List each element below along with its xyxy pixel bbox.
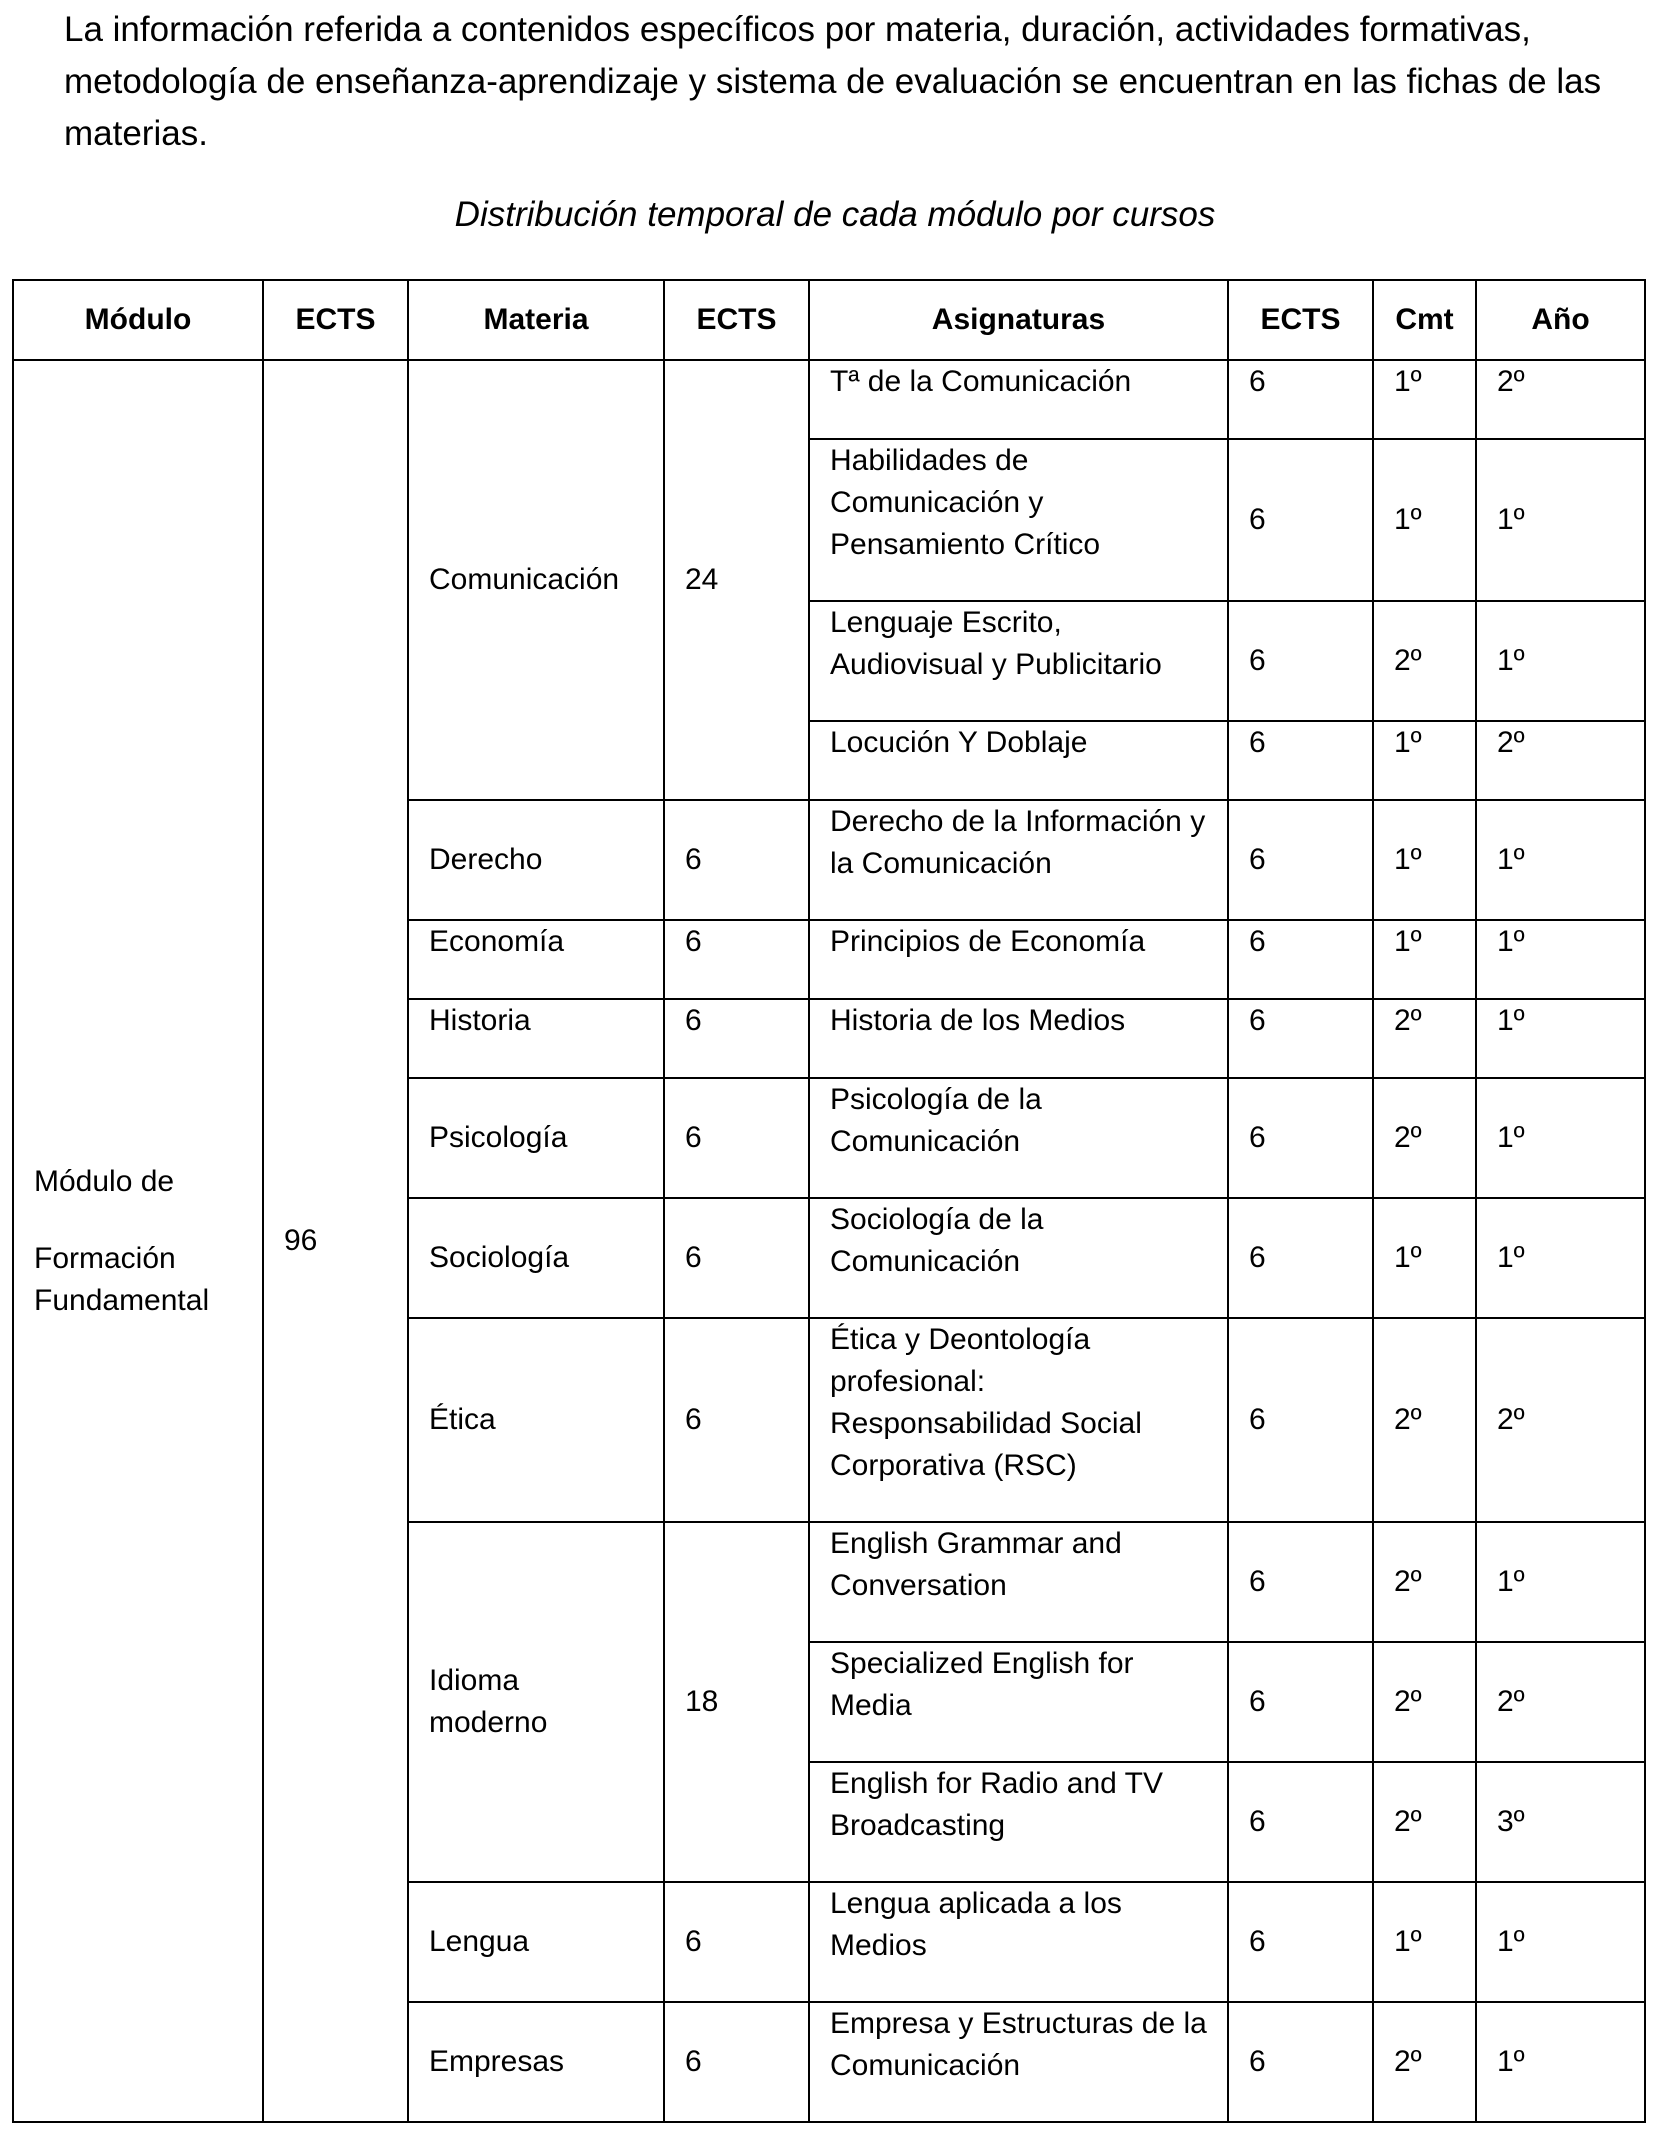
asignatura-cmt: 1º — [1373, 800, 1476, 920]
asignatura-anio: 2º — [1476, 1318, 1645, 1522]
header-cmt: Cmt — [1373, 280, 1476, 360]
asignatura-name: Sociología de la Comunicación — [809, 1198, 1228, 1318]
materia-name: Derecho — [408, 800, 664, 920]
asignatura-name: Lengua aplicada a los Medios — [809, 1882, 1228, 2002]
distribution-table — [12, 279, 1646, 2123]
asignatura-cmt: 2º — [1373, 601, 1476, 721]
asignatura-anio: 2º — [1476, 721, 1645, 800]
asignatura-anio: 1º — [1476, 1522, 1645, 1642]
asignatura-ects: 6 — [1228, 1882, 1373, 2002]
asignatura-name: Empresa y Estructuras de la Comunicación — [809, 2002, 1228, 2122]
asignatura-ects: 6 — [1228, 1198, 1373, 1318]
materia-name: Sociología — [408, 1198, 664, 1318]
materia-ects: 6 — [664, 1078, 809, 1198]
asignatura-anio: 2º — [1476, 1642, 1645, 1762]
asignatura-anio: 1º — [1476, 601, 1645, 721]
header-modulo-ects: ECTS — [263, 280, 408, 360]
table-caption: Distribución temporal de cada módulo por cursos — [454, 195, 1216, 234]
asignatura-cmt: 2º — [1373, 1078, 1476, 1198]
materia-ects: 6 — [664, 2002, 809, 2122]
materia-name: Economía — [408, 920, 664, 999]
asignatura-name: Principios de Economía — [809, 920, 1228, 999]
asignatura-ects: 6 — [1228, 920, 1373, 999]
asignatura-cmt: 2º — [1373, 999, 1476, 1078]
asignatura-ects: 6 — [1228, 1318, 1373, 1522]
asignatura-cmt: 1º — [1373, 721, 1476, 800]
header-materia: Materia — [408, 280, 664, 360]
materia-name: Comunicación — [408, 360, 664, 800]
asignatura-ects: 6 — [1228, 1522, 1373, 1642]
asignatura-anio: 1º — [1476, 920, 1645, 999]
materia-name: Idioma moderno — [408, 1522, 664, 1882]
modulo-cell — [13, 360, 263, 2122]
materia-name: Ética — [408, 1318, 664, 1522]
asignatura-ects: 6 — [1228, 1078, 1373, 1198]
header-materia-ects: ECTS — [664, 280, 809, 360]
asignatura-name: Historia de los Medios — [809, 999, 1228, 1078]
asignatura-name: Psicología de la Comunicación — [809, 1078, 1228, 1198]
materia-ects: 6 — [664, 800, 809, 920]
asignatura-ects: 6 — [1228, 360, 1373, 439]
asignatura-cmt: 1º — [1373, 360, 1476, 439]
asignatura-name: Derecho de la Información y la Comunicación — [809, 800, 1228, 920]
asignatura-name: Ética y Deontología profesional: Responsabilidad Social Corporativa (RSC) — [809, 1318, 1228, 1522]
asignatura-ects: 6 — [1228, 2002, 1373, 2122]
asignatura-cmt: 1º — [1373, 920, 1476, 999]
materia-name: Empresas — [408, 2002, 664, 2122]
asignatura-ects: 6 — [1228, 1642, 1373, 1762]
materia-ects: 6 — [664, 1318, 809, 1522]
table-row — [13, 360, 1645, 439]
asignatura-ects: 6 — [1228, 800, 1373, 920]
asignatura-anio: 1º — [1476, 1198, 1645, 1318]
asignatura-name: Specialized English for Media — [809, 1642, 1228, 1762]
asignatura-cmt: 2º — [1373, 1642, 1476, 1762]
asignatura-cmt: 2º — [1373, 1522, 1476, 1642]
asignatura-name: Tª de la Comunicación — [809, 360, 1228, 439]
asignatura-cmt: 1º — [1373, 1198, 1476, 1318]
materia-ects: 6 — [664, 1198, 809, 1318]
asignatura-ects: 6 — [1228, 1762, 1373, 1882]
asignatura-anio: 1º — [1476, 439, 1645, 601]
header-asignatura-ects: ECTS — [1228, 280, 1373, 360]
materia-name: Lengua — [408, 1882, 664, 2002]
asignatura-ects: 6 — [1228, 999, 1373, 1078]
materia-name: Historia — [408, 999, 664, 1078]
asignatura-name: English Grammar and Conversation — [809, 1522, 1228, 1642]
asignatura-name: English for Radio and TV Broadcasting — [809, 1762, 1228, 1882]
asignatura-cmt: 2º — [1373, 1762, 1476, 1882]
asignatura-anio: 1º — [1476, 800, 1645, 920]
materia-name: Psicología — [408, 1078, 664, 1198]
materia-ects: 6 — [664, 920, 809, 999]
materia-ects: 6 — [664, 999, 809, 1078]
materia-ects: 6 — [664, 1882, 809, 2002]
asignatura-ects: 6 — [1228, 439, 1373, 601]
asignatura-ects: 6 — [1228, 601, 1373, 721]
asignatura-anio: 3º — [1476, 1762, 1645, 1882]
asignatura-ects: 6 — [1228, 721, 1373, 800]
asignatura-anio: 1º — [1476, 2002, 1645, 2122]
asignatura-name: Habilidades de Comunicación y Pensamiento Crítico — [809, 439, 1228, 601]
asignatura-name: Lenguaje Escrito, Audiovisual y Publicitario — [809, 601, 1228, 721]
modulo-name-line1: Módulo de — [34, 1164, 175, 1198]
materia-ects: 24 — [664, 360, 809, 800]
header-modulo: Módulo — [13, 280, 263, 360]
asignatura-anio: 1º — [1476, 1882, 1645, 2002]
asignatura-cmt: 1º — [1373, 1882, 1476, 2002]
asignatura-cmt: 1º — [1373, 439, 1476, 601]
table-header-row — [13, 280, 1645, 360]
modulo-name-line2: Formación Fundamental — [34, 1241, 210, 1317]
asignatura-anio: 2º — [1476, 360, 1645, 439]
header-asignaturas: Asignaturas — [809, 280, 1228, 360]
asignatura-cmt: 2º — [1373, 2002, 1476, 2122]
header-anio: Año — [1476, 280, 1645, 360]
asignatura-anio: 1º — [1476, 999, 1645, 1078]
intro-paragraph: La información referida a contenidos específicos por materia, duración, actividades formativas, metodología de enseñanza-aprendizaje y sistema de evaluación se encuentran en las fichas de las materias. — [64, 10, 1602, 153]
asignatura-name: Locución Y Doblaje — [809, 721, 1228, 800]
modulo-ects: 96 — [263, 360, 408, 2122]
materia-ects: 18 — [664, 1522, 809, 1882]
asignatura-cmt: 2º — [1373, 1318, 1476, 1522]
asignatura-anio: 1º — [1476, 1078, 1645, 1198]
